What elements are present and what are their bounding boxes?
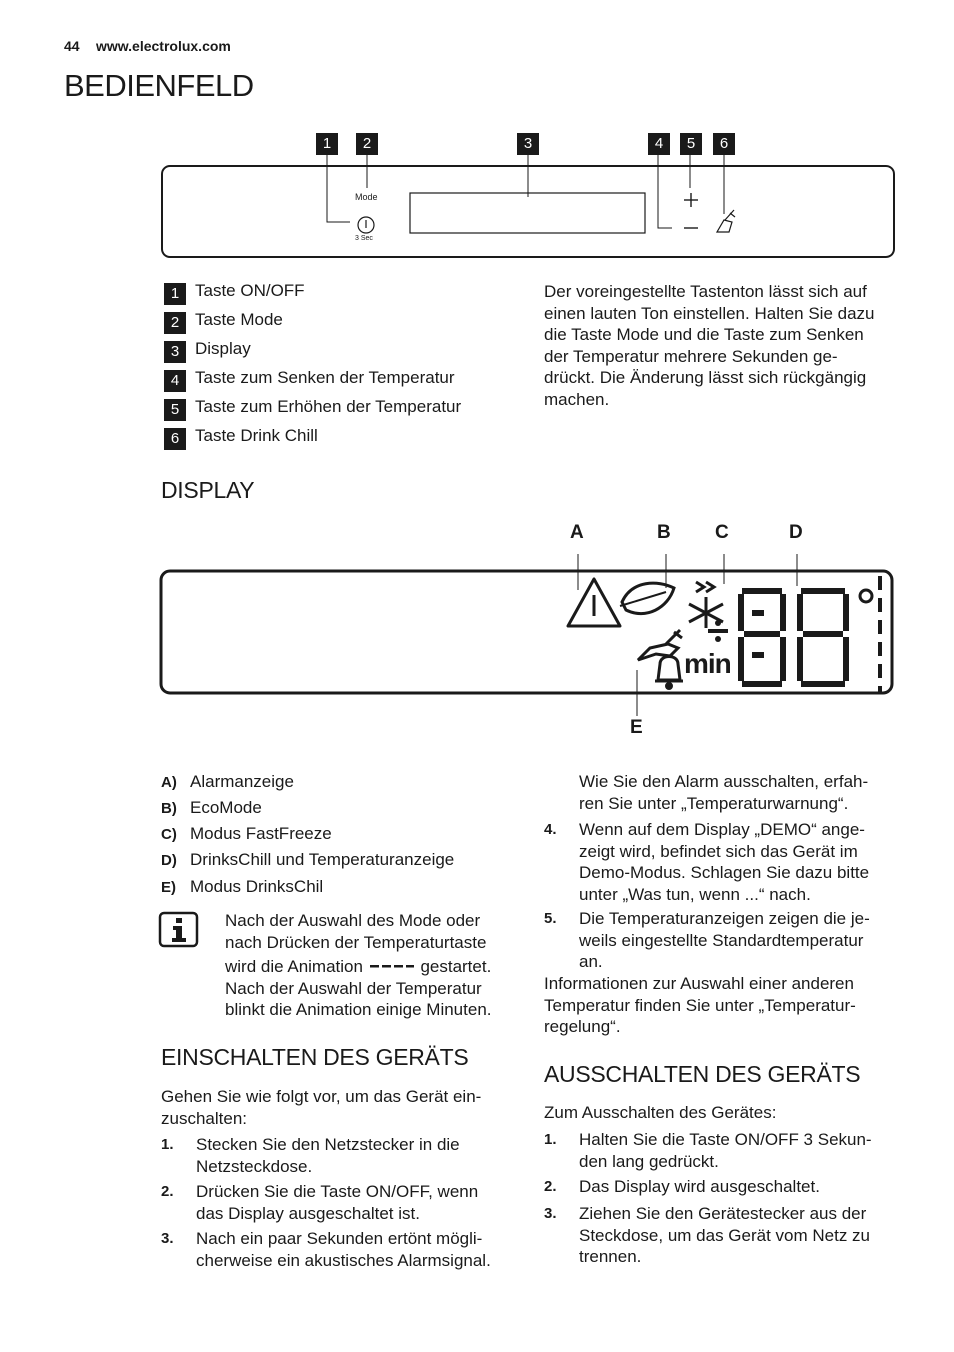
plus-icon <box>684 193 698 207</box>
legend-badge: 6 <box>164 428 186 450</box>
step-number: 1. <box>544 1131 557 1148</box>
panel-callout-4: 4 <box>648 133 670 155</box>
text-line: Demo-Modus. Schlagen Sie dazu bitte <box>579 863 870 883</box>
legend-text: EcoMode <box>190 798 262 817</box>
text-line: drückt. Die Änderung lässt sich rückgängig <box>544 368 867 388</box>
text-line: weils eingestellte Standardtemperatur <box>579 930 864 950</box>
text-line: an. <box>579 952 603 972</box>
text-line: Gehen Sie wie folgt vor, um das Gerät ein- <box>161 1087 482 1106</box>
switch-off-intro: Zum Ausschalten des Gerätes: <box>544 1103 777 1122</box>
animation-dashes-symbol <box>369 963 415 973</box>
temperature-digits <box>738 588 849 687</box>
panel-callout-1: 1 <box>316 133 338 155</box>
text-line: Die Temperaturanzeigen zeigen die je- <box>579 909 870 928</box>
text-line: Netzsteckdose. <box>196 1156 313 1176</box>
alarm-warning-icon <box>568 579 620 626</box>
step-number: 2. <box>544 1178 557 1195</box>
text-line: ren Sie unter „Temperaturwarnung“. <box>579 793 849 813</box>
legend-key: E) <box>161 879 176 896</box>
text-line: die Taste Mode und die Taste zum Senken <box>544 325 864 345</box>
panel-callout-6: 6 <box>713 133 735 155</box>
text-line: unter „Was tun, wenn ...“ nach. <box>579 884 811 904</box>
display-callout-a: A <box>570 522 584 543</box>
legend-text: Alarmanzeige <box>190 772 294 791</box>
legend-text: Taste zum Senken der Temperatur <box>195 368 455 387</box>
text-line: Ziehen Sie den Gerätestecker aus der <box>579 1204 867 1223</box>
legend-text: Taste Mode <box>195 310 283 329</box>
switch-on-heading: EINSCHALTEN DES GERÄTS <box>161 1044 469 1070</box>
legend-badge: 4 <box>164 370 186 392</box>
text-line: Nach ein paar Sekunden ertönt mögli- <box>196 1229 483 1248</box>
display-heading: DISPLAY <box>161 477 255 503</box>
temperature-outro <box>544 973 914 1038</box>
animation-dashes <box>878 576 882 692</box>
display-callout-c: C <box>715 522 729 543</box>
text-line: Wie Sie den Alarm ausschalten, erfah- <box>579 772 869 791</box>
text-line: Halten Sie die Taste ON/OFF 3 Sekun- <box>579 1130 872 1149</box>
text-line: Das Display wird ausgeschaltet. <box>579 1177 820 1196</box>
min-label: min <box>684 648 731 679</box>
text-line: blinkt die Animation einige Minuten. <box>225 1000 492 1020</box>
text-line: einen lauten Ton einstellen. Halten Sie dazu <box>544 303 875 323</box>
text-line: der Temperatur mehrere Sekunden ge- <box>544 346 838 366</box>
text-line: zuschalten: <box>161 1108 247 1128</box>
text-line: cherweise ein akustisches Alarmsignal. <box>196 1250 491 1270</box>
control-panel-diagram <box>150 150 910 270</box>
legend-text: Modus DrinksChil <box>190 877 324 896</box>
tone-paragraph <box>544 281 904 411</box>
legend-text: DrinksChill und Temperaturanzeige <box>190 850 455 869</box>
mode-label: Mode <box>355 192 378 202</box>
step-number: 5. <box>544 910 557 927</box>
text-line: Stecken Sie den Netzstecker in die <box>196 1135 460 1154</box>
text-line: Drücken Sie die Taste ON/OFF, wenn <box>196 1182 479 1201</box>
legend-text: Taste ON/OFF <box>195 281 305 300</box>
text-line: das Display ausgeschaltet ist. <box>196 1203 420 1223</box>
step-number: 3. <box>161 1230 174 1247</box>
onoff-caption: 3 Sec <box>355 235 373 242</box>
legend-key: B) <box>161 800 177 817</box>
degree-icon <box>860 590 872 602</box>
text-line: trennen. <box>579 1247 642 1267</box>
switch-on-intro <box>161 1086 521 1129</box>
legend-badge: 5 <box>164 399 186 421</box>
legend-key: A) <box>161 774 177 791</box>
legend-text: Display <box>195 339 251 358</box>
text-line: den lang gedrückt. <box>579 1151 719 1171</box>
website-url: www.electrolux.com <box>96 38 231 54</box>
panel-callout-3: 3 <box>517 133 539 155</box>
text-line: Nach der Auswahl der Temperatur <box>225 978 482 998</box>
page-title: BEDIENFELD <box>64 68 254 103</box>
info-note <box>225 910 520 1021</box>
drinkschill-icon <box>638 630 682 660</box>
text-line: Temperatur finden Sie unter „Temperatur- <box>544 995 856 1015</box>
text-fragment: gestartet. <box>420 957 492 977</box>
text-line: regelung“. <box>544 1017 621 1037</box>
legend-text: Taste zum Erhöhen der Temperatur <box>195 397 462 416</box>
display-callout-e: E <box>630 717 643 738</box>
text-line: Der voreingestellte Tastenton lässt sich auf <box>544 282 867 301</box>
display-diagram <box>150 540 910 720</box>
text-fragment: wird die Animation <box>225 957 363 977</box>
step-number: 1. <box>161 1136 174 1153</box>
text-line: Wenn auf dem Display „DEMO“ ange- <box>579 820 865 839</box>
alarm-continuation <box>579 771 909 814</box>
legend-text: Modus FastFreeze <box>190 824 332 843</box>
panel-callout-2: 2 <box>356 133 378 155</box>
divide-sign-icon <box>708 620 728 642</box>
legend-key: C) <box>161 826 177 843</box>
text-line: Informationen zur Auswahl einer anderen <box>544 974 854 993</box>
text-line: machen. <box>544 389 610 409</box>
panel-callout-5: 5 <box>680 133 702 155</box>
display-callout-d: D <box>789 522 803 543</box>
display-callout-b: B <box>657 522 671 543</box>
text-line <box>225 956 520 978</box>
bell-icon <box>655 657 683 689</box>
legend-badge: 3 <box>164 341 186 363</box>
step-number: 3. <box>544 1205 557 1222</box>
page-number: 44 <box>64 38 80 54</box>
text-line: Nach der Auswahl des Mode oder <box>225 911 481 930</box>
legend-badge: 1 <box>164 283 186 305</box>
switch-off-heading: AUSSCHALTEN DES GERÄTS <box>544 1061 861 1087</box>
power-button-icon <box>358 217 374 233</box>
text-line: Steckdose, um das Gerät vom Netz zu <box>579 1225 871 1245</box>
drink-chill-icon <box>717 210 735 232</box>
step-number: 4. <box>544 821 557 838</box>
legend-text: Taste Drink Chill <box>195 426 318 445</box>
legend-badge: 2 <box>164 312 186 334</box>
text-line: zeigt wird, befindet sich das Gerät im <box>579 841 858 861</box>
step-number: 2. <box>161 1183 174 1200</box>
text-line: nach Drücken der Temperaturtaste <box>225 932 487 952</box>
legend-key: D) <box>161 852 177 869</box>
info-icon <box>158 911 200 949</box>
